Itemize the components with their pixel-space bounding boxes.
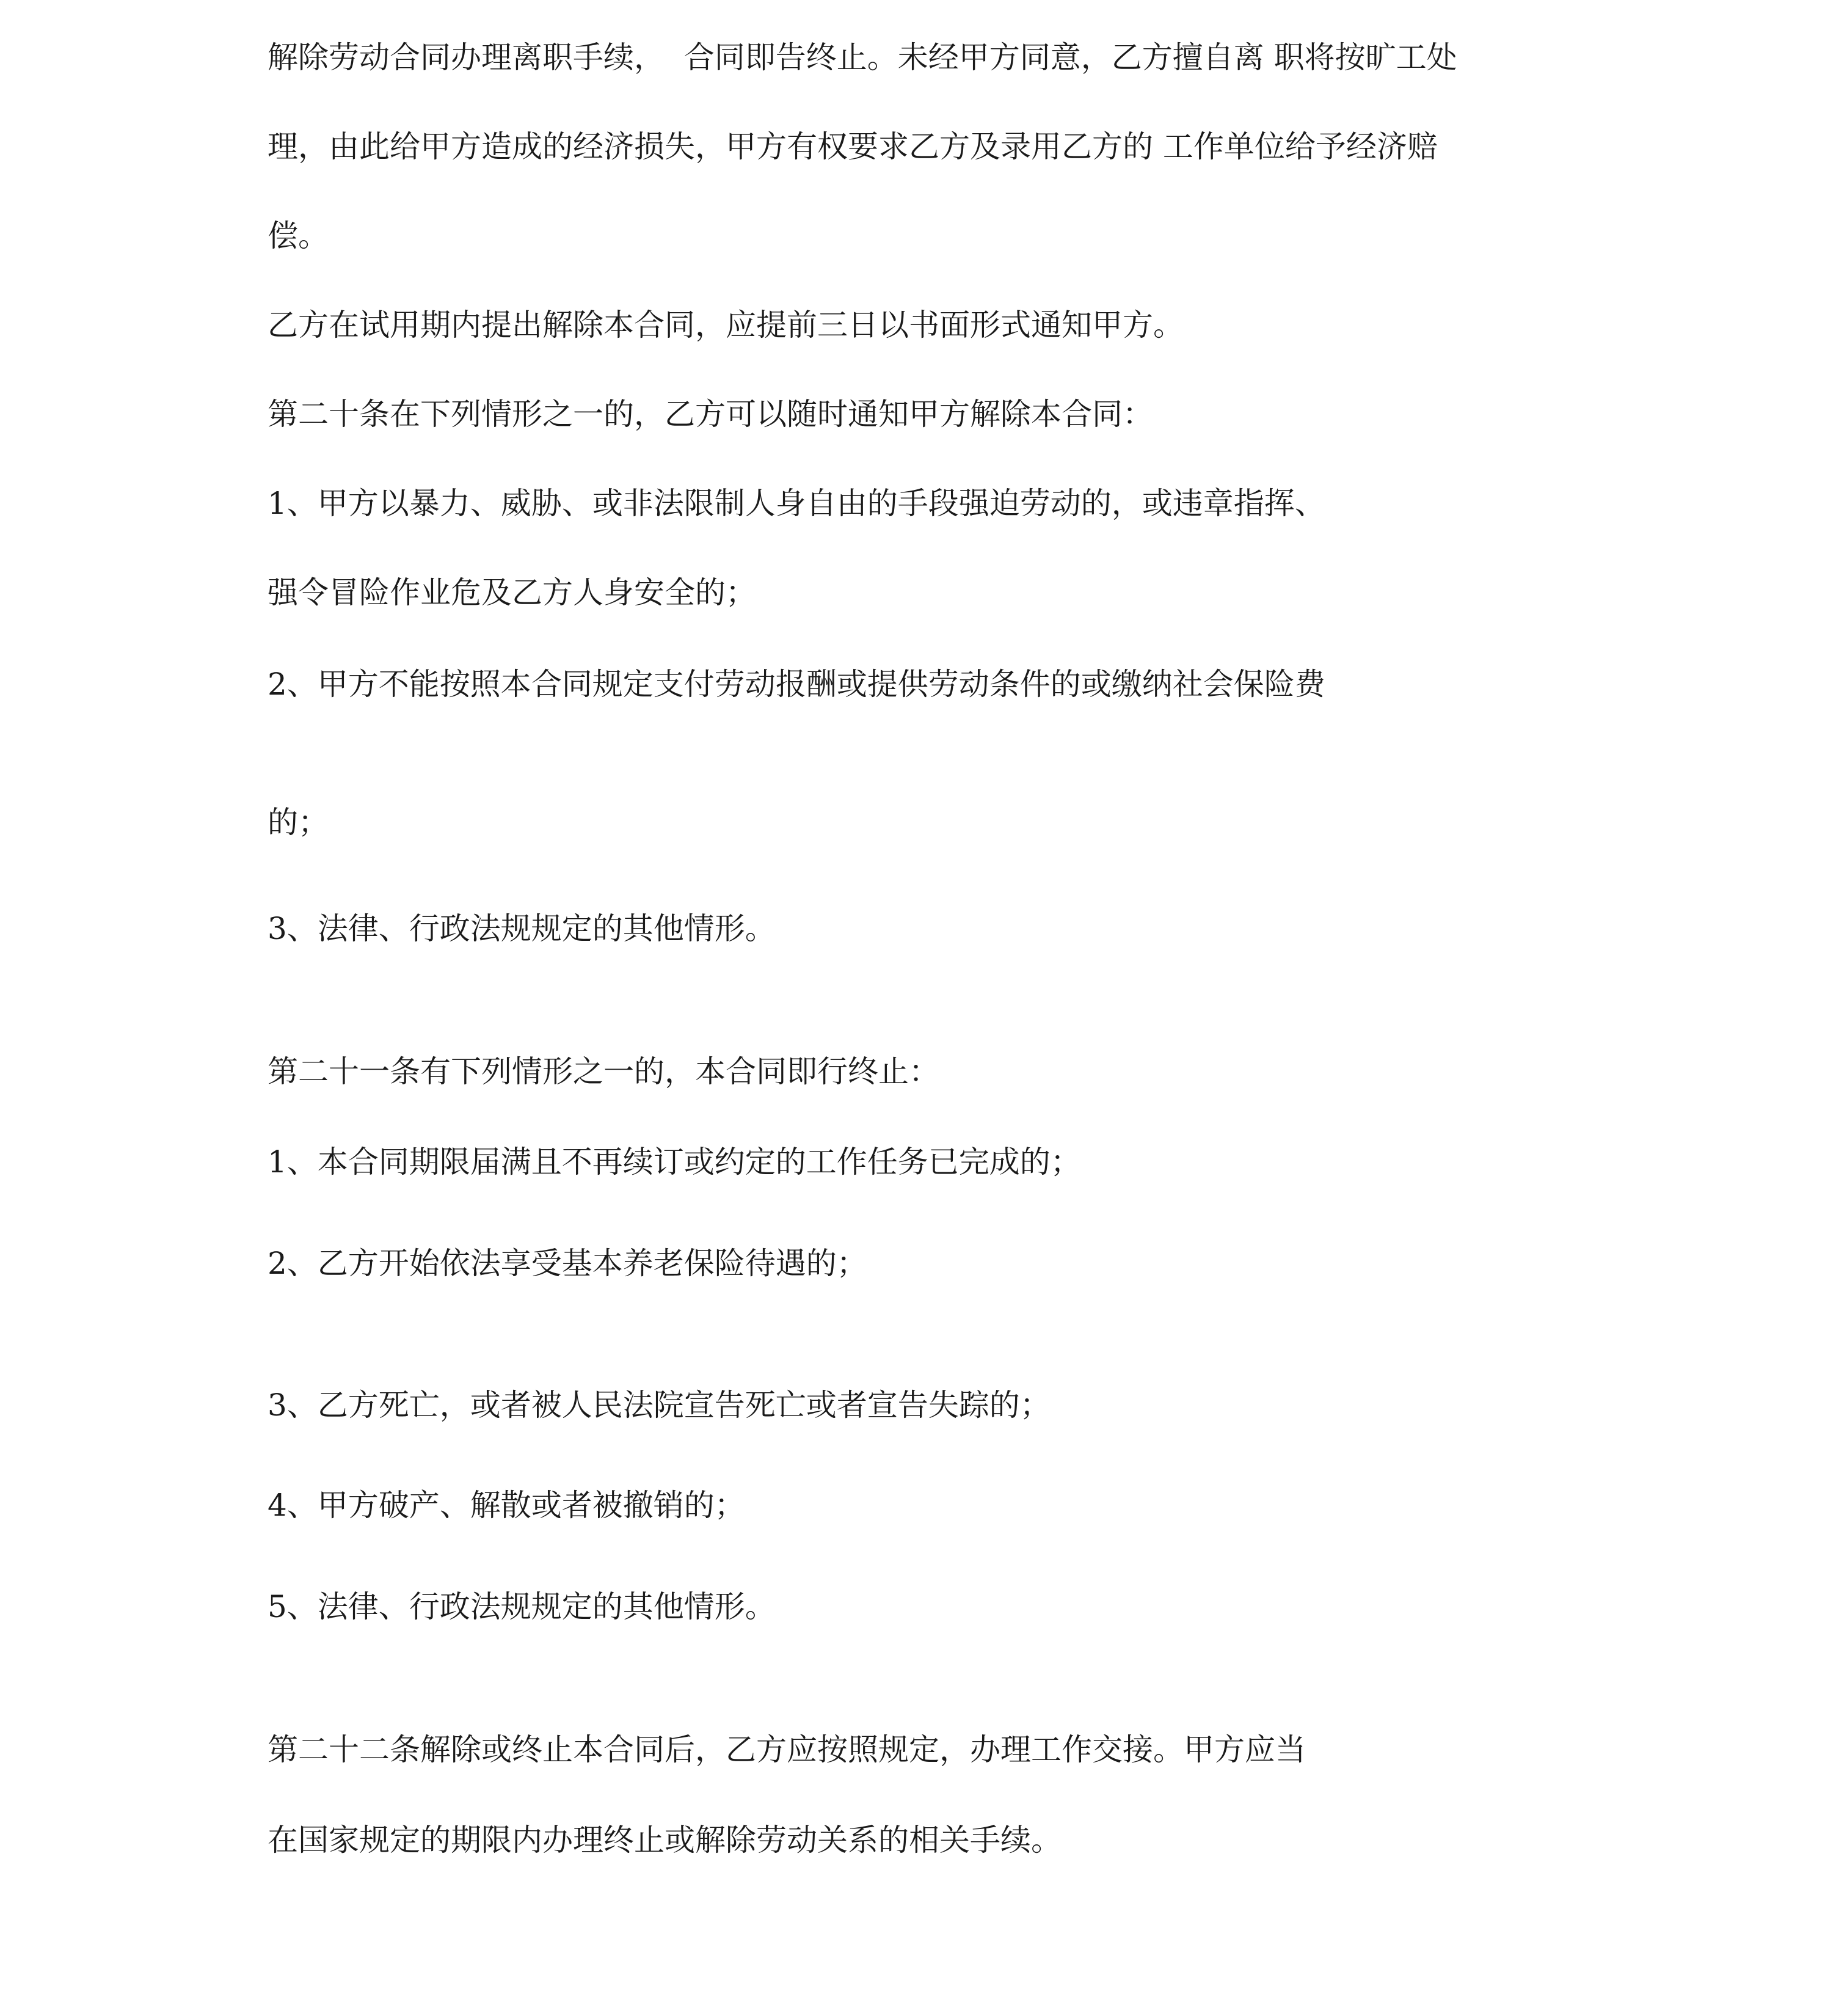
list-item: 3、法律、行政法规规定的其他情形。 (268, 911, 776, 946)
article-21-heading: 第二十一条有下列情形之一的，本合同即行终止： (268, 1054, 939, 1089)
paragraph-line: 理，由此给甲方造成的经济损失，甲方有权要求乙方及录用乙方的 工作单位给予经济赔 (268, 129, 1438, 164)
list-item-continuation: 的； (268, 805, 329, 840)
list-item: 3、乙方死亡，或者被人民法院宣告死亡或者宣告失踪的； (268, 1387, 1051, 1423)
paragraph-line: 解除劳动合同办理离职手续， 合同即告终止。未经甲方同意，乙方擅自离 职将按旷工处 (268, 40, 1457, 75)
paragraph-line: 偿。 (268, 218, 329, 254)
article-20-heading: 第二十条在下列情形之一的，乙方可以随时通知甲方解除本合同： (268, 396, 1153, 432)
list-item: 1、本合同期限届满且不再续订或约定的工作任务已完成的； (268, 1144, 1081, 1180)
list-item: 5、法律、行政法规规定的其他情形。 (268, 1589, 776, 1624)
paragraph-line: 在国家规定的期限内办理终止或解除劳动关系的相关手续。 (268, 1822, 1062, 1858)
list-item-continuation: 强令冒险作业危及乙方人身安全的； (268, 575, 756, 610)
list-item: 1、甲方以暴力、威胁、或非法限制人身自由的手段强迫劳动的，或违章指挥、 (268, 486, 1325, 521)
list-item: 2、乙方开始依法享受基本养老保险待遇的； (268, 1246, 867, 1281)
article-22-heading: 第二十二条解除或终止本合同后，乙方应按照规定，办理工作交接。甲方应当 (268, 1732, 1306, 1767)
list-item: 2、甲方不能按照本合同规定支付劳动报酬或提供劳动条件的或缴纳社会保险费 (268, 667, 1325, 702)
list-item: 4、甲方破产、解散或者被撤销的； (268, 1488, 745, 1523)
paragraph-line: 乙方在试用期内提出解除本合同，应提前三日以书面形式通知甲方。 (268, 307, 1184, 343)
